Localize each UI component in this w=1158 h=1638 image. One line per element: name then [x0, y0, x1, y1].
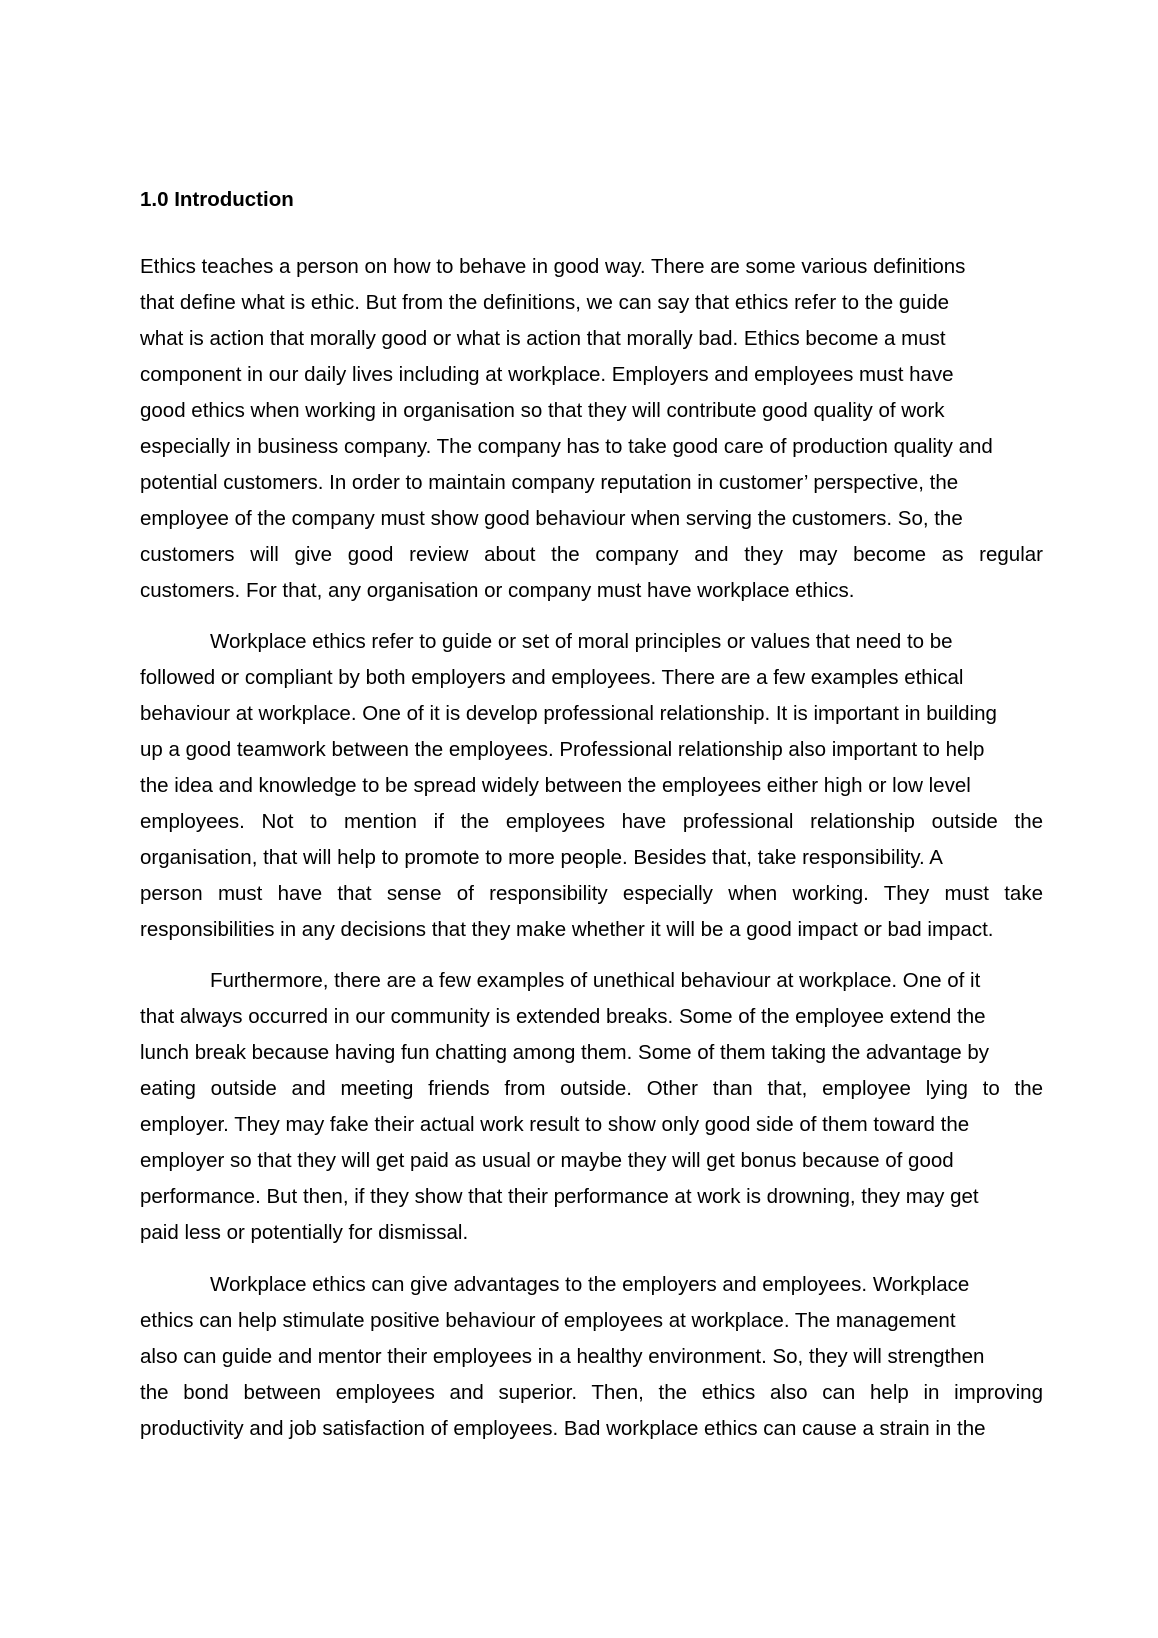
paragraph-line: up a good teamwork between the employees. Professional relationship also important to help [140, 738, 985, 761]
paragraph-line: eating outside and meeting friends from outside. Other than that, employee lying to the [140, 1077, 1043, 1100]
paragraph-line: the idea and knowledge to be spread widely between the employees either high or low level [140, 774, 971, 797]
paragraph-line: person must have that sense of responsibility especially when working. They must take [140, 882, 1043, 905]
paragraph-line: performance. But then, if they show that their performance at work is drowning, they may get [140, 1185, 979, 1208]
paragraph-line: ethics can help stimulate positive behaviour of employees at workplace. The management [140, 1309, 956, 1332]
paragraph-line: Workplace ethics refer to guide or set of moral principles or values that need to be [210, 630, 953, 653]
section-heading: 1.0 Introduction [140, 188, 294, 211]
paragraph-line: followed or compliant by both employers and employees. There are a few examples ethical [140, 666, 964, 689]
paragraph-line: responsibilities in any decisions that they make whether it will be a good impact or bad impact. [140, 918, 994, 941]
paragraph-line: Furthermore, there are a few examples of unethical behaviour at workplace. One of it [210, 969, 981, 992]
paragraph-line: productivity and job satisfaction of employees. Bad workplace ethics can cause a strain in the [140, 1417, 986, 1440]
paragraph-line: especially in business company. The company has to take good care of production quality and [140, 435, 993, 458]
paragraph-line: what is action that morally good or what is action that morally bad. Ethics become a must [140, 327, 946, 350]
paragraph-line: also can guide and mentor their employees in a healthy environment. So, they will strengthen [140, 1345, 985, 1368]
paragraph-line: organisation, that will help to promote to more people. Besides that, take responsibility. A [140, 846, 943, 869]
paragraph-line: customers will give good review about the company and they may become as regular [140, 543, 1043, 566]
paragraph-line: paid less or potentially for dismissal. [140, 1221, 469, 1244]
paragraph-line: good ethics when working in organisation so that they will contribute good quality of work [140, 399, 945, 422]
paragraph-line: potential customers. In order to maintain company reputation in customer’ perspective, the [140, 471, 959, 494]
paragraph-line: employer. They may fake their actual work result to show only good side of them toward the [140, 1113, 970, 1136]
paragraph-line: employee of the company must show good behaviour when serving the customers. So, the [140, 507, 963, 530]
paragraph-line: employer so that they will get paid as usual or maybe they will get bonus because of good [140, 1149, 954, 1172]
paragraph-line: Workplace ethics can give advantages to the employers and employees. Workplace [210, 1273, 970, 1296]
paragraph-line: Ethics teaches a person on how to behave in good way. There are some various definitions [140, 255, 966, 278]
paragraph-line: component in our daily lives including at workplace. Employers and employees must have [140, 363, 954, 386]
paragraph-line: the bond between employees and superior. Then, the ethics also can help in improving [140, 1381, 1043, 1404]
paragraph-line: that always occurred in our community is extended breaks. Some of the employee extend the [140, 1005, 986, 1028]
paragraph-line: customers. For that, any organisation or company must have workplace ethics. [140, 579, 855, 602]
paragraph-line: lunch break because having fun chatting among them. Some of them taking the advantage by [140, 1041, 990, 1064]
paragraph-line: employees. Not to mention if the employees have professional relationship outside the [140, 810, 1043, 833]
paragraph-line: behaviour at workplace. One of it is develop professional relationship. It is important in building [140, 702, 997, 725]
paragraph-line: that define what is ethic. But from the definitions, we can say that ethics refer to the guide [140, 291, 950, 314]
